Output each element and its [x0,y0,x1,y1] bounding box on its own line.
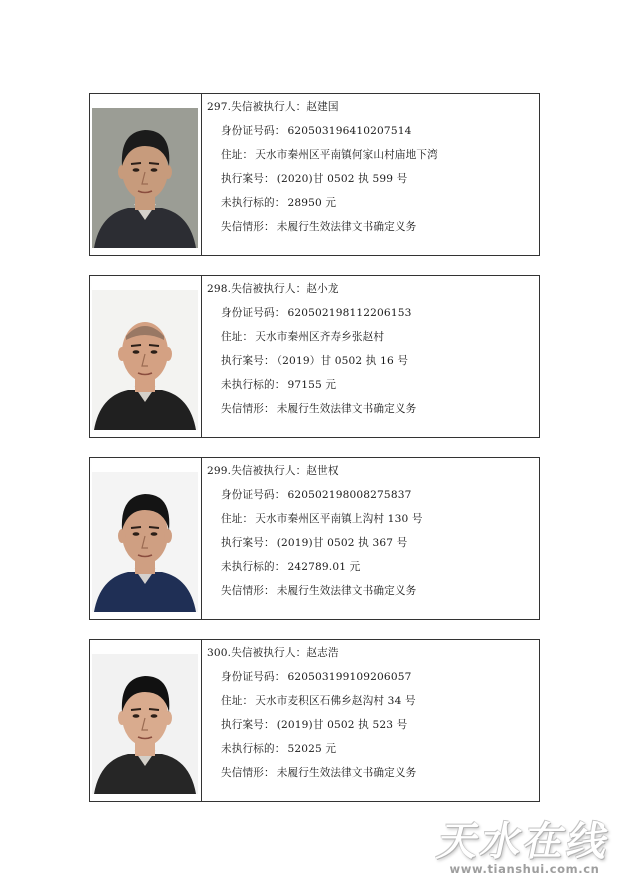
unexecuted-amount-value: 242789.01 元 [287,561,361,573]
photo-cell [90,458,202,619]
address-label: 住址： [221,149,254,161]
record-card-300 [89,639,540,802]
unexecuted-amount-line [221,378,336,392]
unexecuted-amount-value: 97155 元 [287,379,337,391]
address-value: 天水市秦州区平南镇上沟村 130 号 [255,513,423,525]
unexecuted-amount-value: 52025 元 [287,743,337,755]
dishonesty-reason-line [221,766,416,780]
case-number-value: (2019)甘 0502 执 367 号 [276,537,408,549]
unexecuted-amount-value: 28950 元 [287,197,337,209]
record-heading-line [207,464,339,478]
address-line [221,512,423,526]
person-photo [92,108,198,248]
dishonesty-reason-label: 失信情形： [221,221,275,233]
dishonesty-reason-label: 失信情形： [221,767,275,779]
id-number-label: 身份证号码： [221,489,286,501]
case-number-label: 执行案号： [221,537,275,549]
dishonesty-reason-label: 失信情形： [221,403,275,415]
case-number-line [221,354,408,368]
photo-cell [90,94,202,255]
address-value: 天水市麦积区石佛乡赵沟村 34 号 [255,695,416,707]
record-card-297 [89,93,540,256]
address-line [221,694,416,708]
unexecuted-amount-line [221,560,360,574]
dishonesty-reason-value: 未履行生效法律文书确定义务 [276,585,417,597]
id-number-line [221,124,412,138]
id-number-value: 620503199109206057 [287,671,412,683]
record-heading-line [207,100,339,114]
id-number-line [221,488,412,502]
id-number-line [221,670,412,684]
photo-cell [90,276,202,437]
unexecuted-amount-label: 未执行标的： [221,743,286,755]
record-heading-line [207,646,339,660]
case-number-label: 执行案号： [221,173,275,185]
watermark [433,819,616,876]
case-number-line [221,718,407,732]
dishonesty-reason-value: 未履行生效法律文书确定义务 [276,403,417,415]
dishonesty-reason-value: 未履行生效法律文书确定义务 [276,221,417,233]
person-photo [92,472,198,612]
address-value: 天水市秦州区齐寿乡张赵村 [255,331,385,343]
dishonesty-reason-label: 失信情形： [221,585,275,597]
case-number-value: (2019)甘 0502 执 523 号 [276,719,408,731]
address-line [221,330,384,344]
case-number-label: 执行案号： [221,355,275,367]
case-number-value: (2020)甘 0502 执 599 号 [276,173,408,185]
address-value: 天水市秦州区平南镇何家山村庙地下湾 [255,149,438,161]
unexecuted-amount-label: 未执行标的： [221,379,286,391]
address-label: 住址： [221,331,254,343]
unexecuted-amount-label: 未执行标的： [221,197,286,209]
watermark-url: www.tianshui.com.cn [449,862,600,876]
address-line [221,148,438,162]
case-number-value: （2019）甘 0502 执 16 号 [276,355,409,367]
address-label: 住址： [221,695,254,707]
record-heading: 300.失信被执行人：赵志浩 [207,647,339,659]
unexecuted-amount-line [221,742,336,756]
address-label: 住址： [221,513,254,525]
id-number-value: 620503196410207514 [287,125,412,137]
record-card-299 [89,457,540,620]
id-number-label: 身份证号码： [221,307,286,319]
case-number-label: 执行案号： [221,719,275,731]
unexecuted-amount-label: 未执行标的： [221,561,286,573]
dishonesty-reason-line [221,584,416,598]
record-heading: 298.失信被执行人：赵小龙 [207,283,339,295]
id-number-label: 身份证号码： [221,125,286,137]
record-heading: 297.失信被执行人：赵建国 [207,101,339,113]
person-photo [92,290,198,430]
id-number-value: 620502198008275837 [287,489,412,501]
unexecuted-amount-line [221,196,336,210]
record-heading: 299.失信被执行人：赵世权 [207,465,339,477]
watermark-logo: 天水在线 [433,819,616,865]
case-number-line [221,172,407,186]
person-photo [92,654,198,794]
photo-cell [90,640,202,801]
case-number-line [221,536,407,550]
record-card-298 [89,275,540,438]
dishonesty-reason-line [221,220,416,234]
id-number-label: 身份证号码： [221,671,286,683]
dishonesty-reason-value: 未履行生效法律文书确定义务 [276,767,417,779]
record-heading-line [207,282,339,296]
id-number-line [221,306,412,320]
id-number-value: 620502198112206153 [287,307,412,319]
dishonesty-reason-line [221,402,416,416]
